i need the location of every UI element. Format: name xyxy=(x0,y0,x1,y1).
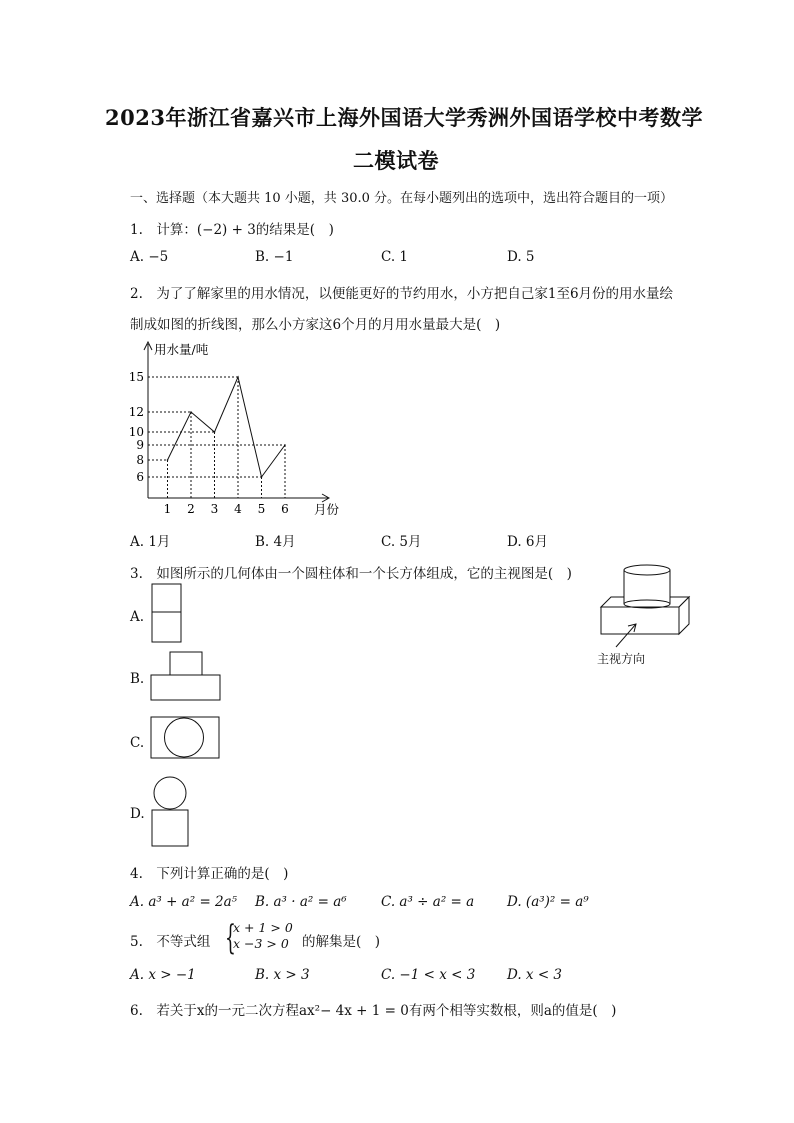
q3-option-c-label: C. xyxy=(130,735,145,751)
series-line xyxy=(168,377,286,477)
q4-option-b: B. a³ · a² = a⁶ xyxy=(255,894,347,910)
q3-option-a-label: A. xyxy=(130,609,145,625)
data-point-6 xyxy=(284,444,286,446)
page-title-line2: 二模试卷 xyxy=(353,148,439,173)
q3-option-d-figure xyxy=(151,776,191,850)
y-tick-label-6: 6 xyxy=(136,470,144,484)
cylinder-top xyxy=(624,565,670,575)
q3-option-c-figure xyxy=(150,716,222,761)
x-tick-label-4: 4 xyxy=(234,502,242,516)
section-header: 一、选择题（本大题共 10 小题，共 30.0 分。在每小题列出的选项中，选出符合题目的一项） xyxy=(130,191,674,206)
x-tick-label-2: 2 xyxy=(187,502,195,516)
question-2-line2: 制成如图的折线图，那么小方家这6个月的月用水量最大是( ) xyxy=(130,317,501,333)
question-6: 6. 若关于x的一元二次方程ax²− 4x + 1 = 0有两个相等实数根，则a的值是( ) xyxy=(130,1003,617,1019)
question-3: 3. 如图所示的几何体由一个圆柱体和一个长方体组成，它的主视图是( ) xyxy=(130,566,572,582)
q2-option-b: B. 4月 xyxy=(255,534,296,550)
view-direction-label: 主视方向 xyxy=(597,652,646,666)
q1-option-b: B. −1 xyxy=(255,249,294,265)
question-4: 4. 下列计算正确的是( ) xyxy=(130,866,289,882)
question-5-suffix: 的解集是( ) xyxy=(302,934,381,950)
q1-option-c: C. 1 xyxy=(381,249,409,265)
x-tick-label-3: 3 xyxy=(210,502,219,516)
q1-option-a: A. −5 xyxy=(130,249,169,265)
q5-brace: { xyxy=(225,918,236,958)
q1-option-d: D. 5 xyxy=(507,249,535,265)
question-2-line1: 2. 为了了解家里的用水情况，以便能更好的节约用水，小方把自己家1至6月份的用水量绘 xyxy=(130,286,674,302)
data-point-2 xyxy=(190,411,192,413)
data-point-4 xyxy=(237,376,239,378)
y-axis-label: 用水量/吨 xyxy=(154,342,209,357)
q4-option-a: A. a³ + a² = 2a⁵ xyxy=(130,894,238,910)
y-tick-label-8: 8 xyxy=(136,453,144,467)
q5-option-b: B. x > 3 xyxy=(255,967,310,983)
q4-option-c: C. a³ ÷ a² = a xyxy=(381,894,475,910)
water-usage-line-chart xyxy=(128,338,358,520)
q5-system-line2: x −3 > 0 xyxy=(233,936,289,951)
data-point-1 xyxy=(167,459,169,461)
y-tick-label-10: 10 xyxy=(128,425,144,439)
q5-system-line1: x + 1 > 0 xyxy=(233,920,293,935)
q4-option-d: D. (a³)² = a⁹ xyxy=(507,894,589,910)
y-tick-label-9: 9 xyxy=(136,438,144,452)
x-tick-label-6: 6 xyxy=(281,502,289,516)
q5-option-c: C. −1 < x < 3 xyxy=(381,967,476,983)
q5-option-d: D. x < 3 xyxy=(507,967,563,983)
y-tick-label-12: 12 xyxy=(128,405,144,419)
q3-option-b-figure xyxy=(150,651,222,703)
q2-option-c: C. 5月 xyxy=(381,534,422,550)
data-point-3 xyxy=(214,431,216,433)
q2-option-a: A. 1月 xyxy=(130,534,171,550)
page-title-line1: 2023年浙江省嘉兴市上海外国语大学秀洲外国语学校中考数学 xyxy=(105,105,703,130)
x-tick-label-5: 5 xyxy=(257,502,266,516)
box-front-face xyxy=(601,607,679,634)
data-point-5 xyxy=(261,476,263,478)
x-axis-label: 月份 xyxy=(314,502,340,517)
question-5-prefix: 5. 不等式组 xyxy=(130,934,211,950)
q3-option-b-label: B. xyxy=(130,671,145,687)
x-tick-label-1: 1 xyxy=(163,502,172,516)
q3-option-d-label: D. xyxy=(130,806,145,822)
y-tick-label-15: 15 xyxy=(128,370,144,384)
question-1: 1. 计算：(−2) + 3的结果是( ) xyxy=(130,222,334,238)
q2-option-d: D. 6月 xyxy=(507,534,549,550)
q3-option-a-figure xyxy=(151,583,183,645)
q5-option-a: A. x > −1 xyxy=(130,967,196,983)
